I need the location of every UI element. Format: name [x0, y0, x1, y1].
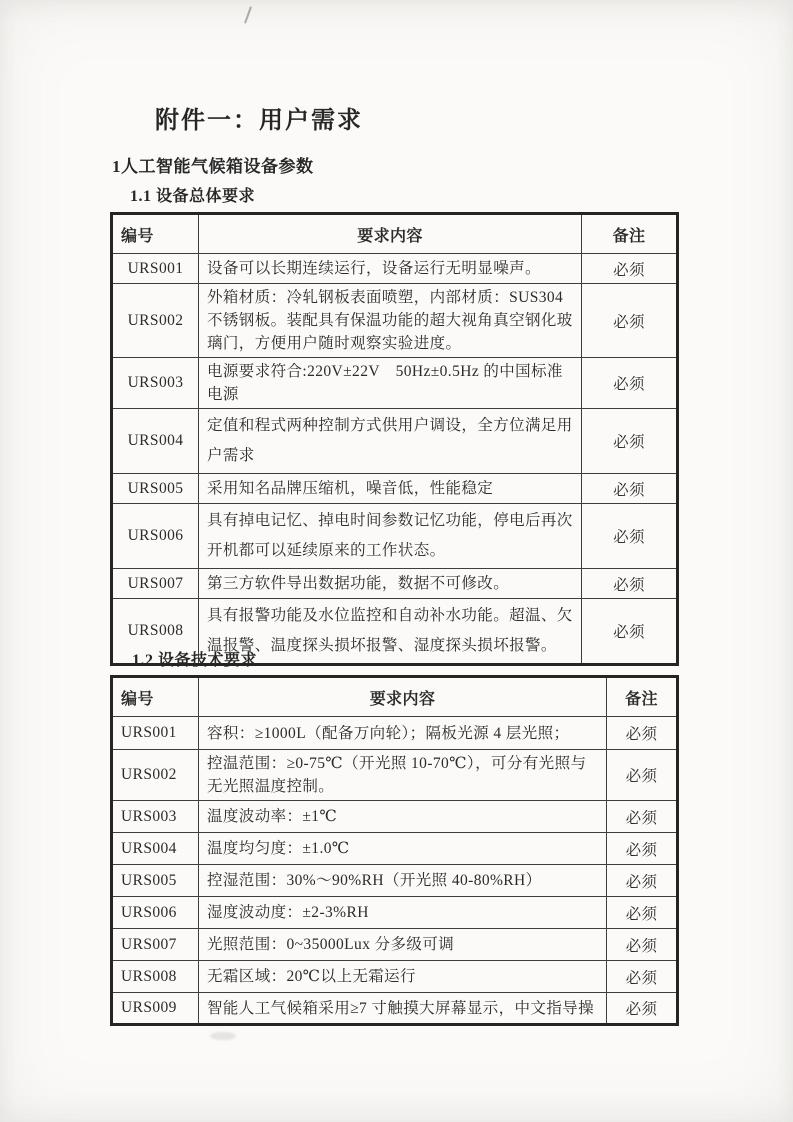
cell-requirement-note: 必须: [607, 801, 678, 833]
cell-requirement-content: 具有掉电记忆、掉电时间参数记忆功能，停电后再次开机都可以延续原来的工作状态。: [199, 504, 582, 569]
cell-requirement-content: 控温范围：≥0-75℃（开光照 10-70℃），可分有光照与无光照温度控制。: [199, 750, 607, 801]
requirement-row: [112, 897, 678, 929]
column-header-note: 备注: [607, 677, 678, 717]
column-header-id: 编号: [112, 677, 199, 717]
cell-requirement-content: 温度均匀度：±1.0℃: [199, 833, 607, 865]
cell-requirement-id: URS005: [112, 865, 199, 897]
requirement-row: [112, 409, 678, 474]
cell-requirement-content: 第三方软件导出数据功能，数据不可修改。: [199, 569, 582, 599]
column-header-content: 要求内容: [199, 214, 582, 254]
table-header-row: [112, 677, 678, 717]
cell-requirement-note: 必须: [582, 474, 678, 504]
cell-requirement-note: 必须: [582, 409, 678, 474]
requirement-row: [112, 961, 678, 993]
cell-requirement-id: URS003: [112, 358, 199, 409]
cell-requirement-note: 必须: [607, 993, 678, 1025]
cell-requirement-id: URS009: [112, 993, 199, 1025]
table-header-row: [112, 214, 678, 254]
cell-requirement-content: 采用知名品牌压缩机，噪音低，性能稳定: [199, 474, 582, 504]
cell-requirement-id: URS001: [112, 717, 199, 750]
cell-requirement-note: 必须: [582, 284, 678, 358]
cell-requirement-id: URS008: [112, 961, 199, 993]
column-header-note: 备注: [582, 214, 678, 254]
cell-requirement-id: URS001: [112, 254, 199, 284]
requirement-row: [112, 929, 678, 961]
cell-requirement-id: URS002: [112, 284, 199, 358]
cell-requirement-content: 温度波动率：±1℃: [199, 801, 607, 833]
requirement-row: [112, 717, 678, 750]
page-title: 附件一：用户需求: [155, 108, 363, 134]
cell-requirement-note: 必须: [582, 254, 678, 284]
cell-requirement-content: 电源要求符合:220V±22V 50Hz±0.5Hz 的中国标准电源: [199, 358, 582, 409]
cell-requirement-id: URS004: [112, 409, 199, 474]
cell-requirement-content: 设备可以长期连续运行，设备运行无明显噪声。: [199, 254, 582, 284]
cell-requirement-note: 必须: [607, 833, 678, 865]
requirement-row: [112, 865, 678, 897]
section-heading-general-requirements: 1.1 设备总体要求: [130, 188, 256, 205]
cell-requirement-id: URS008: [112, 599, 199, 665]
cell-requirement-id: URS005: [112, 474, 199, 504]
cell-requirement-content: 具有报警功能及水位监控和自动补水功能。超温、欠温报警、温度探头损坏报警、湿度探头损坏报警。: [199, 599, 582, 665]
general-requirements-table: [110, 212, 679, 666]
cell-requirement-note: 必须: [607, 961, 678, 993]
cell-requirement-id: URS006: [112, 504, 199, 569]
requirement-row: [112, 504, 678, 569]
cell-requirement-id: URS003: [112, 801, 199, 833]
requirement-row: [112, 254, 678, 284]
cell-requirement-note: 必须: [582, 504, 678, 569]
requirement-row: [112, 833, 678, 865]
cell-requirement-content: 湿度波动度：±2-3%RH: [199, 897, 607, 929]
cell-requirement-note: 必须: [582, 358, 678, 409]
cell-requirement-note: 必须: [607, 929, 678, 961]
requirement-row: [112, 569, 678, 599]
cell-requirement-note: 必须: [607, 865, 678, 897]
requirement-row: [112, 750, 678, 801]
cell-requirement-content: 定值和程式两种控制方式供用户调设，全方位满足用户需求: [199, 409, 582, 474]
cell-requirement-id: URS007: [112, 929, 199, 961]
cell-requirement-content: 无霜区域：20℃以上无霜运行: [199, 961, 607, 993]
requirement-row: [112, 284, 678, 358]
scan-artifact-smudge: [210, 1032, 236, 1040]
cell-requirement-content: 容积：≥1000L（配备万向轮）；隔板光源 4 层光照；: [199, 717, 607, 750]
requirement-row: [112, 474, 678, 504]
requirement-row: [112, 358, 678, 409]
cell-requirement-content: 光照范围：0~35000Lux 分多级可调: [199, 929, 607, 961]
cell-requirement-id: URS004: [112, 833, 199, 865]
requirement-row: [112, 993, 678, 1025]
cell-requirement-note: 必须: [607, 750, 678, 801]
scan-artifact-line: [244, 6, 252, 24]
cell-requirement-id: URS006: [112, 897, 199, 929]
section-heading-technical-requirements: 1.2 设备技术要求: [132, 652, 258, 669]
technical-requirements-table: [110, 675, 679, 1026]
cell-requirement-note: 必须: [607, 717, 678, 750]
cell-requirement-id: URS007: [112, 569, 199, 599]
cell-requirement-note: 必须: [582, 569, 678, 599]
cell-requirement-content: 智能人工气候箱采用≥7 寸触摸大屏幕显示，中文指导操: [199, 993, 607, 1025]
cell-requirement-note: 必须: [582, 599, 678, 665]
column-header-content: 要求内容: [199, 677, 607, 717]
cell-requirement-note: 必须: [607, 897, 678, 929]
cell-requirement-id: URS002: [112, 750, 199, 801]
requirement-row: [112, 801, 678, 833]
section-heading-device-parameters: 1人工智能气候箱设备参数: [112, 157, 314, 176]
cell-requirement-content: 控湿范围：30%～90%RH（开光照 40-80%RH）: [199, 865, 607, 897]
column-header-id: 编号: [112, 214, 199, 254]
cell-requirement-content: 外箱材质：冷轧钢板表面喷塑，内部材质：SUS304不锈钢板。装配具有保温功能的超大视角真空钢化玻璃门，方便用户随时观察实验进度。: [199, 284, 582, 358]
